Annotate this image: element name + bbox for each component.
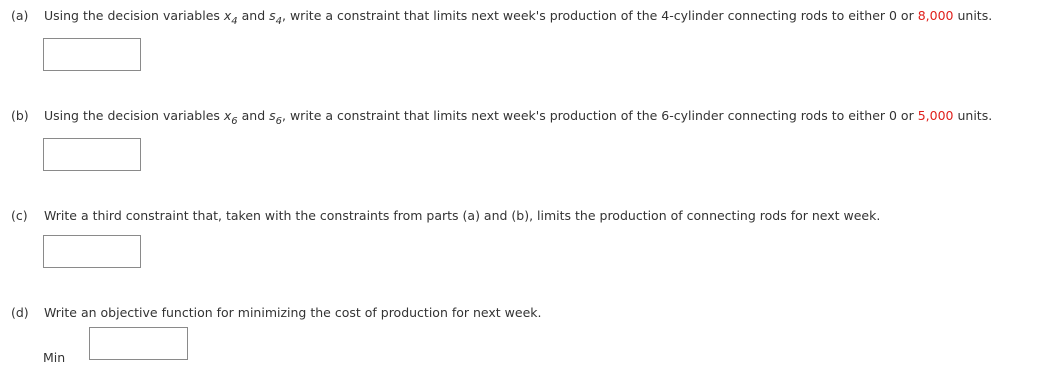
question-b-text-3: , write a constraint that limits next week's production of the 6-cylinder connecting rods to either 0 or [282, 108, 918, 123]
variable-x6-subscript: 6 [231, 116, 238, 127]
variable-s4 [269, 8, 283, 27]
part-label-c: (c) [11, 208, 28, 223]
question-c [11, 208, 880, 223]
part-label-a: (a) [11, 8, 29, 23]
part-label-d: (d) [11, 305, 29, 320]
variable-x4-subscript: 4 [231, 16, 238, 27]
part-label-b: (b) [11, 108, 29, 123]
question-a-text-4: units. [953, 8, 993, 23]
question-b-text-2: and [237, 108, 270, 123]
variable-s6-letter: s [269, 108, 276, 123]
question-b [11, 108, 993, 127]
question-a [11, 8, 993, 27]
question-a-text-3: , write a constraint that limits next week's production of the 4-cylinder connecting rods to either 0 or [282, 8, 918, 23]
question-a-text-2: and [237, 8, 270, 23]
answer-input-b[interactable] [43, 138, 141, 171]
question-c-text: Write a third constraint that, taken with the constraints from parts (a) and (b), limits the production of connecting rods for next week. [44, 208, 881, 223]
question-a-text-1: Using the decision variables [44, 8, 224, 23]
question-b-text-4: units. [953, 108, 993, 123]
question-d-text: Write an objective function for minimizing the cost of production for next week. [44, 305, 542, 320]
answer-input-d-objective[interactable] [89, 327, 188, 360]
variable-s6-subscript: 6 [275, 116, 283, 127]
variable-s6 [269, 108, 283, 127]
question-b-text-1: Using the decision variables [44, 108, 224, 123]
question-d [11, 305, 542, 320]
answer-input-c[interactable] [43, 235, 141, 268]
variable-x4-letter: x [223, 8, 232, 23]
variable-x6-letter: x [223, 108, 232, 123]
question-a-highlight-value: 8,000 [917, 8, 954, 23]
variable-x4 [223, 8, 238, 27]
question-b-highlight-value: 5,000 [917, 108, 954, 123]
variable-s4-subscript: 4 [275, 16, 283, 27]
variable-x6 [223, 108, 238, 127]
answer-input-a[interactable] [43, 38, 141, 71]
variable-s4-letter: s [269, 8, 276, 23]
min-label: Min [43, 350, 66, 365]
